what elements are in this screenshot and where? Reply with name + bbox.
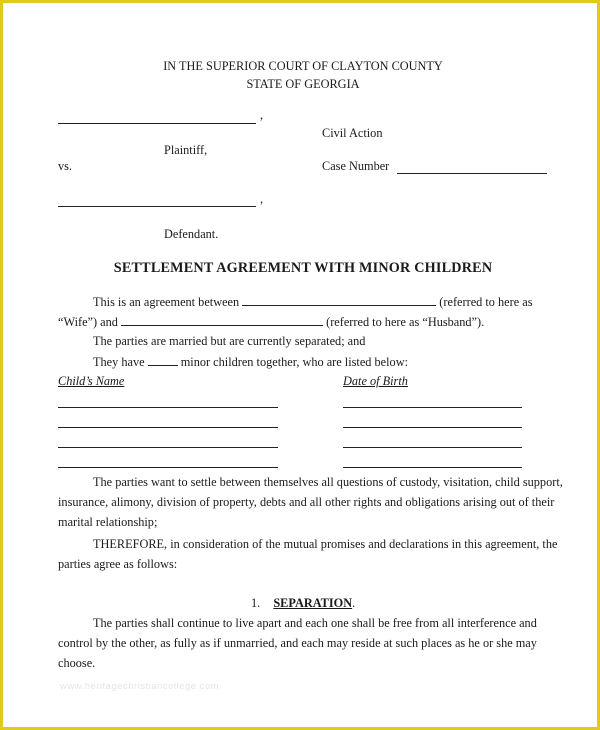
body-para-1-line-1: The parties want to settle between themselves all questions of custody, visitation, child support, [93,475,563,489]
case-number-label: Case Number [322,159,390,173]
plaintiff-name-line[interactable] [58,123,256,124]
section-1-line-1: The parties shall continue to live apart and each one shall be free from all interference and [93,616,537,630]
husband-name-line[interactable] [121,314,323,326]
defendant-comma: , [260,192,264,206]
intro-line-3: The parties are married but are currently separated; and [93,334,366,348]
court-heading: IN THE SUPERIOR COURT OF CLAYTON COUNTY [163,59,443,73]
section-1-line-2: control by the other, as fully as if unmarried, and each may reside at such places as he or she may [58,636,537,650]
intro-line-4 [93,354,408,370]
intro-line-1-end: (referred to here as [439,295,533,309]
intro-line-2 [58,314,484,330]
body-para-2-line-1: THEREFORE, in consideration of the mutual promises and declarations in this agreement, the [93,537,558,551]
section-1-heading [251,596,355,611]
section-1-number: 1. [251,596,261,610]
watermark-text: www.heritagechristiancollege.com [60,681,220,692]
child-name-line[interactable] [58,427,278,428]
civil-action-label: Civil Action [322,126,383,140]
body-para-1-line-3: marital relationship; [58,515,158,529]
child-dob-line[interactable] [343,467,522,468]
section-1-line-3: choose. [58,656,96,670]
intro-line-1-start: This is an agreement between [93,295,240,309]
defendant-label: Defendant. [164,227,219,241]
child-dob-line[interactable] [343,447,522,448]
plaintiff-label: Plaintiff, [164,143,208,157]
plaintiff-comma: , [260,108,264,122]
date-of-birth-column-header: Date of Birth [343,374,408,388]
child-dob-line[interactable] [343,407,522,408]
wife-name-line[interactable] [242,294,436,306]
section-1-period: . [352,596,356,610]
state-heading: STATE OF GEORGIA [246,77,360,91]
child-name-column-header: Child’s Name [58,374,125,388]
intro-line-4-end: minor children together, who are listed below: [180,355,408,369]
case-number-line[interactable] [397,173,547,174]
intro-line-2-start: “Wife”) and [58,315,118,329]
body-para-2-line-2: parties agree as follows: [58,557,178,571]
intro-line-1 [93,294,532,310]
child-name-line[interactable] [58,447,278,448]
children-count-line[interactable] [148,354,178,366]
vs-label: vs. [58,159,73,173]
defendant-name-line[interactable] [58,206,256,207]
agreement-title: SETTLEMENT AGREEMENT WITH MINOR CHILDREN [113,260,493,276]
child-name-line[interactable] [58,407,278,408]
child-dob-line[interactable] [343,427,522,428]
section-1-title: SEPARATION [273,596,353,610]
intro-line-2-end: (referred to here as “Husband”). [326,315,485,329]
child-name-line[interactable] [58,467,278,468]
body-para-1-line-2: insurance, alimony, division of property, debts and all other rights and obligations arising out of their [58,495,555,509]
intro-line-4-start: They have [93,355,145,369]
